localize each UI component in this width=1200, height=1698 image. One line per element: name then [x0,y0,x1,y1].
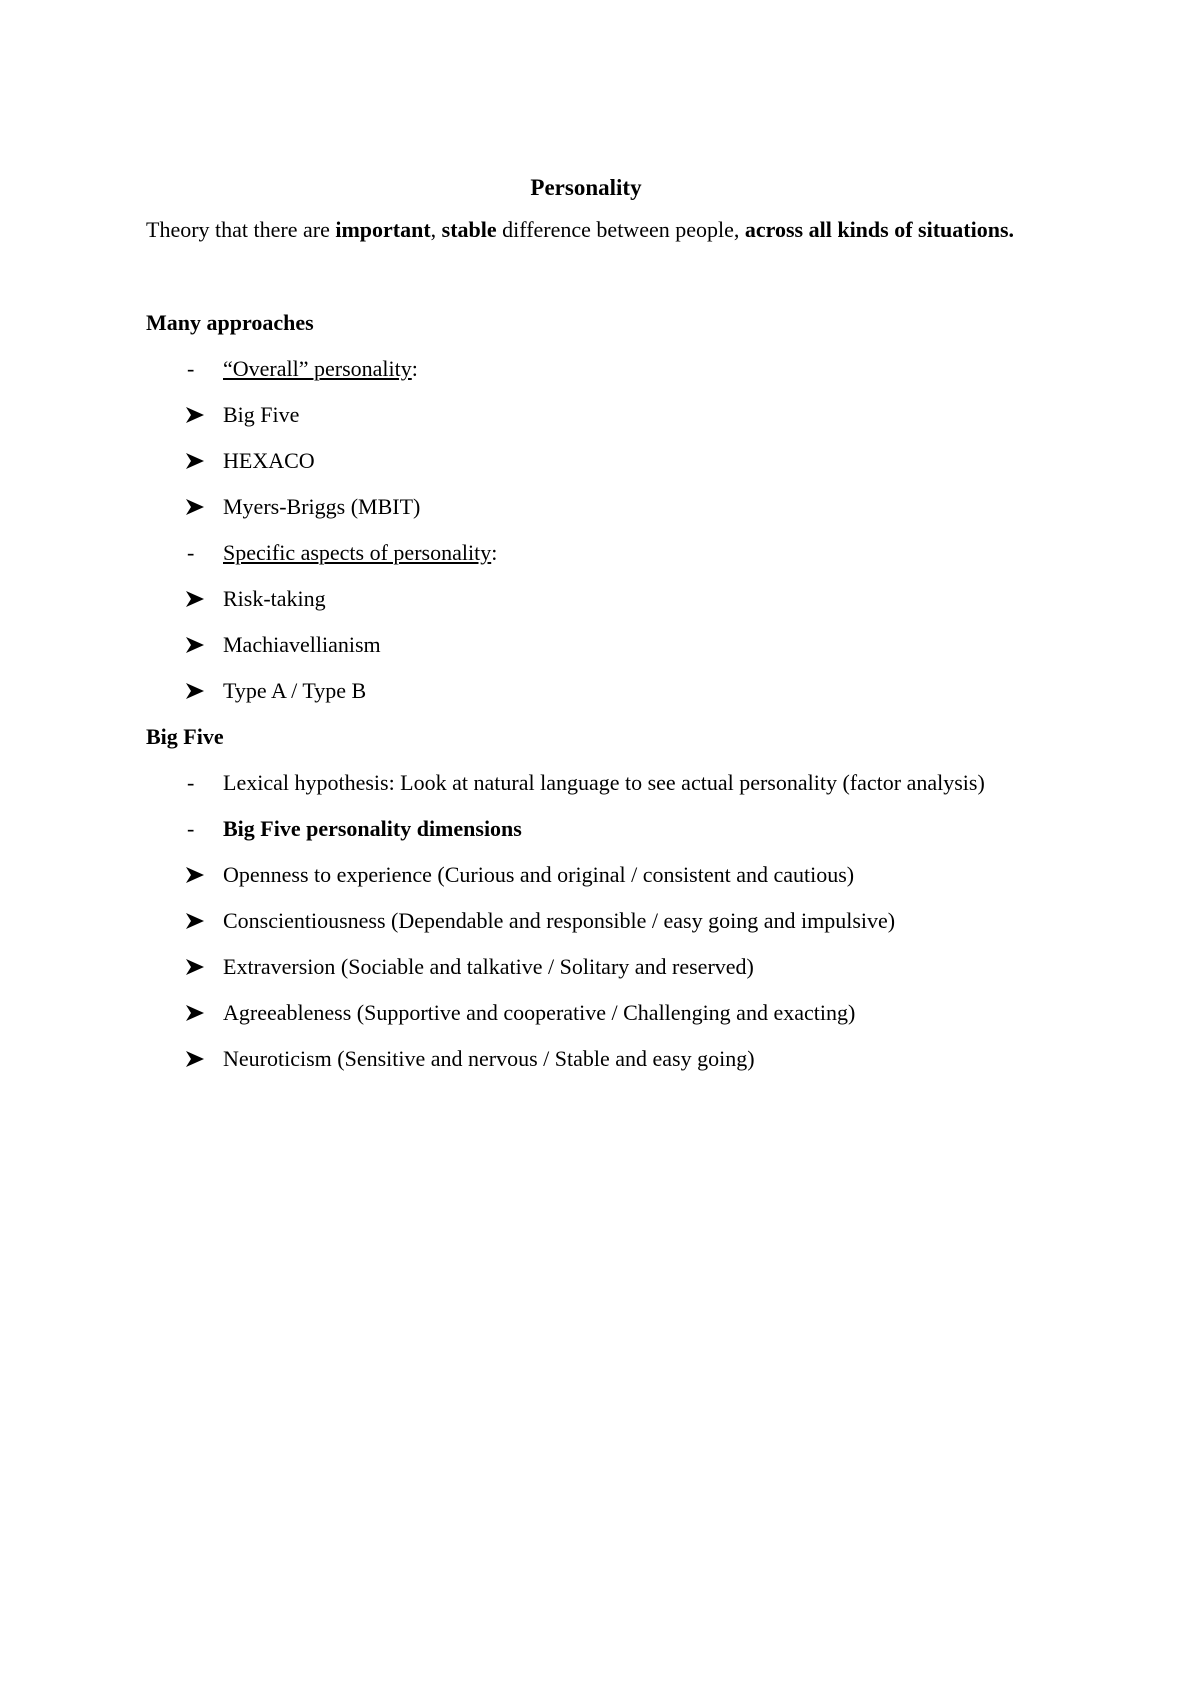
list-item-text: Extraversion (Sociable and talkative / Solitary and reserved) [223,954,754,979]
section-heading-many-approaches: Many approaches [146,310,314,335]
specific-suffix: : [491,540,498,565]
list-item [146,445,1026,476]
overall-label: “Overall” personality [223,356,412,381]
list-item-text: Machiavellianism [223,632,381,657]
list-item [146,629,1026,660]
intro-text-1: Theory that there are [146,217,336,242]
list-item [146,905,1026,936]
list-item [146,997,1026,1028]
list-item-text: Openness to experience (Curious and original / consistent and cautious) [223,862,855,887]
list-item-lexical [146,767,1026,798]
list-item [146,859,1026,890]
list-item [146,583,1026,614]
list-item [146,951,1026,982]
arrowhead-bullet-icon [184,399,212,430]
dimensions-label: Big Five personality dimensions [223,816,522,841]
intro-bold-important: important [335,217,431,242]
lexical-text: Lexical hypothesis: Look at natural language to see actual personality (factor analysis) [223,770,985,795]
arrowhead-bullet-icon [184,1043,212,1074]
list-item-dimensions [146,813,1026,844]
list-item-text: Type A / Type B [223,678,367,703]
list-item [146,1043,1026,1074]
document-body [146,172,1026,1089]
list-item [146,399,1026,430]
arrowhead-bullet-icon [184,583,212,614]
dash-bullet-icon: - [187,770,195,795]
arrowhead-bullet-icon [184,905,212,936]
arrowhead-bullet-icon [184,859,212,890]
arrowhead-bullet-icon [184,951,212,982]
list-item [146,491,1026,522]
list-item-text: Neuroticism (Sensitive and nervous / Stable and easy going) [223,1046,755,1071]
list-item-specific [146,537,1026,568]
intro-paragraph [146,214,1026,245]
spacer [146,245,1026,307]
dash-bullet-icon: - [187,816,195,841]
dash-bullet-icon: - [187,356,195,381]
specific-label: Specific aspects of personality [223,540,492,565]
arrowhead-bullet-icon [184,445,212,476]
list-item-text: Big Five [223,402,300,427]
dash-bullet-icon: - [187,540,195,565]
intro-text-3: difference between people, [496,217,745,242]
arrowhead-bullet-icon [184,675,212,706]
arrowhead-bullet-icon [184,629,212,660]
list-item-text: Myers-Briggs (MBIT) [223,494,421,519]
list-item-text: Conscientiousness (Dependable and responsible / easy going and impulsive) [223,908,896,933]
list-item-text: Agreeableness (Supportive and cooperative / Challenging and exacting) [223,1000,856,1025]
list-item [146,675,1026,706]
intro-bold-across: across all kinds of situations. [744,217,1015,242]
list-item-text: Risk-taking [223,586,326,611]
section-heading-big-five: Big Five [146,724,224,749]
list-item-overall [146,353,1026,384]
list-item-text: HEXACO [223,448,315,473]
arrowhead-bullet-icon [184,491,212,522]
intro-bold-stable: stable [441,217,497,242]
intro-text-2: , [430,217,442,242]
page-title: Personality [530,175,642,200]
overall-suffix: : [411,356,418,381]
arrowhead-bullet-icon [184,997,212,1028]
